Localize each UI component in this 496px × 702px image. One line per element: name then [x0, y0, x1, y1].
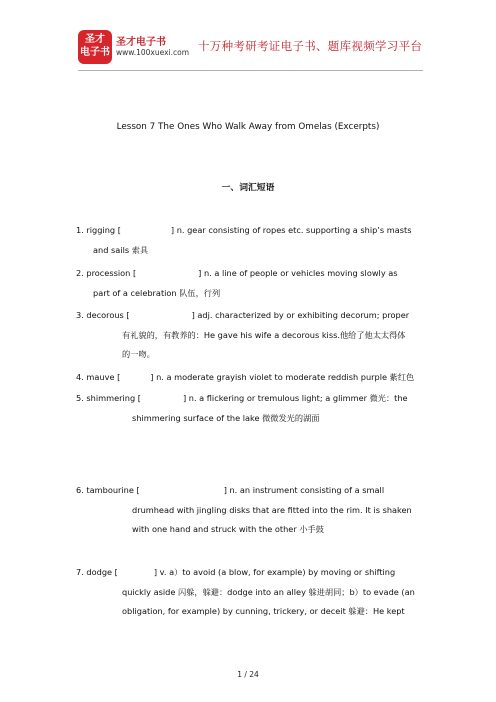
entry-continuation: and sails 索具	[93, 244, 149, 255]
header-divider	[78, 70, 423, 71]
entry-continuation-2: 的一吻。	[122, 349, 155, 359]
vocab-entry-procession	[76, 264, 426, 303]
brand-name: 圣才电子书	[116, 37, 166, 48]
entry-definition: ] n. an instrument consisting of a small	[223, 485, 385, 495]
entry-head: 7. dodge [	[76, 567, 118, 577]
vocab-entry-mauve	[76, 368, 426, 388]
brand-logo	[78, 30, 112, 64]
entry-definition: ] n. a flickering or tremulous light; a glimmer 微光：the	[182, 393, 408, 403]
entry-continuation: shimmering surface of the lake 微微发光的湖面	[132, 412, 320, 423]
header-tagline: 十万种考研考证电子书、题库视频学习平台	[198, 39, 423, 53]
vocab-entry-tambourine	[76, 481, 426, 540]
entry-head: 4. mauve [	[76, 372, 121, 382]
entry-head: 6. tambourine [	[76, 485, 140, 495]
section-title: 一、词汇短语	[221, 183, 275, 193]
entry-definition: ] n. gear consisting of ropes etc. supporting a ship’s masts	[170, 225, 412, 235]
entry-definition: ] v. a）to avoid (a blow, for example) by moving or shifting	[153, 567, 396, 577]
entry-continuation: quickly aside 闪躲，躲避：dodge into an alley 躲进胡同；b）to evade (an	[122, 586, 415, 597]
entry-definition: ] adj. characterized by or exhibiting decorum; proper	[191, 310, 410, 320]
entry-continuation: drumhead with jingling disks that are fitted into the rim. It is shaken	[132, 504, 412, 515]
entry-head: 3. decorous [	[76, 310, 130, 320]
vocab-entry-shimmering	[76, 389, 426, 428]
vocab-entry-decorous	[76, 306, 426, 365]
entry-continuation: part of a celebration 队伍，行列	[93, 287, 221, 298]
entry-head: 1. rigging [	[76, 225, 121, 235]
logo-text-2: 电子书	[80, 47, 110, 58]
entry-continuation-2: obligation, for example) by cunning, trickery, or deceit 躲避：He kept	[122, 606, 405, 616]
lesson-title: Lesson 7 The Ones Who Walk Away from Omelas (Excerpts)	[116, 122, 380, 132]
logo-text-1: 圣才	[85, 34, 105, 45]
entry-head: 2. procession [	[76, 268, 137, 278]
vocab-entry-rigging	[76, 221, 426, 260]
brand-url[interactable]: www.100xuexi.com	[116, 48, 190, 57]
vocab-entry-dodge	[76, 563, 426, 622]
page-header	[0, 0, 496, 72]
entry-continuation: 有礼貌的，有教养的：He gave his wife a decorous kiss.他给了他太太得体	[122, 329, 406, 340]
entry-definition: ] n. a line of people or vehicles moving slowly as	[198, 268, 398, 278]
entry-head: 5. shimmering [	[76, 393, 141, 403]
entry-continuation-2: with one hand and struck with the other 小手鼓	[132, 524, 324, 534]
entry-definition: ] n. a moderate grayish violet to moderate reddish purple 紫红色	[150, 372, 415, 382]
page-number: 1 / 24	[237, 670, 259, 679]
